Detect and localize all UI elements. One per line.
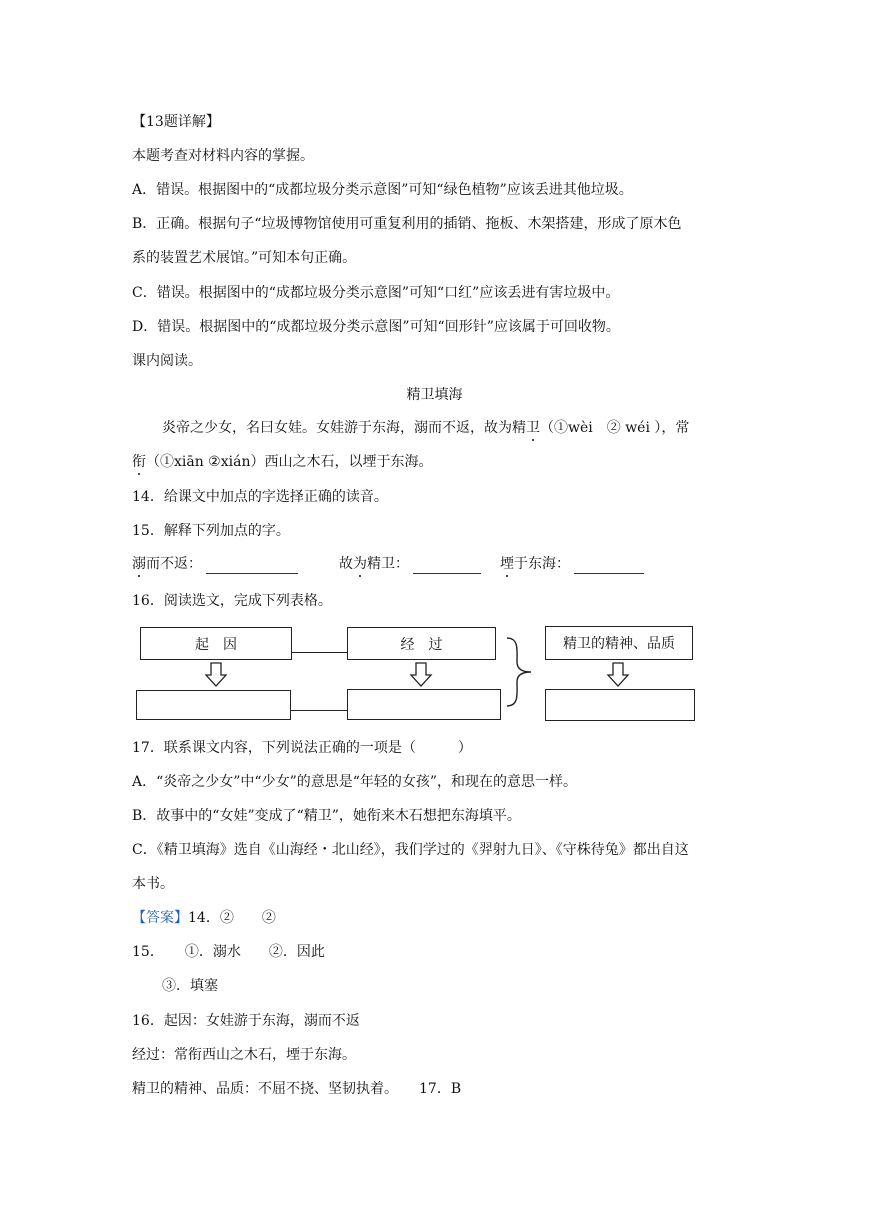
passage-title: 精卫填海 — [406, 387, 463, 403]
answer-blank[interactable] — [206, 559, 298, 574]
answer-tag: 【答案】 — [132, 910, 188, 926]
spirit-box: 精卫的精神、品质 — [545, 626, 693, 660]
q13-option-a: A．错误。根据图中的“成都垃圾分类示意图”可知“绿色植物”应该丢进其他垃圾。 — [132, 182, 633, 198]
answer-line-15a: 15． ①．溺水 ②．因此 — [132, 944, 325, 960]
answer-line-15b: ③．填塞 — [162, 978, 218, 994]
down-arrow-icon — [204, 662, 228, 688]
question-14: 14．给课文中加点的字选择正确的读音。 — [132, 489, 388, 505]
section-title: 课内阅读。 — [132, 353, 202, 369]
q13-intro: 本题考查对材料内容的掌握。 — [132, 148, 314, 164]
question-16: 16．阅读选文，完成下列表格。 — [132, 593, 332, 609]
dotted-char: 卫 — [526, 420, 540, 436]
q17-option-a: A．“炎帝之少女”中“少女”的意思是“年轻的女孩”，和现在的意思一样。 — [132, 774, 578, 790]
cause-box: 起 因 — [140, 627, 292, 660]
process-box: 经 过 — [347, 627, 496, 660]
answer-line-14: 【答案】14．② ② — [132, 910, 276, 926]
passage-line-2: 衔（①xiān ②xián）西山之木石，以堙于东海。 — [132, 454, 433, 470]
connector-line — [292, 652, 347, 653]
q17-option-c-line2: 本书。 — [132, 876, 174, 892]
cause-answer-box[interactable] — [136, 690, 291, 720]
answer-blank[interactable] — [413, 559, 481, 574]
q13-option-c: C．错误。根据图中的“成都垃圾分类示意图”可知“口红”应该丢进有害垃圾中。 — [132, 285, 620, 301]
q17-option-c-line1: C．《精卫填海》选自《山海经・北山经》，我们学过的《羿射九日》、《守株待兔》都出自这 — [132, 842, 689, 858]
q15-item-3: 堙于东海： — [500, 554, 644, 574]
answer-line-16a: 16．起因：女娃游于东海，溺而不返 — [132, 1013, 360, 1029]
connector-line — [291, 710, 347, 711]
down-arrow-icon — [409, 662, 433, 688]
q13-option-b-line2: 系的装置艺术展馆。”可知本句正确。 — [132, 250, 357, 266]
q17-option-b: B．故事中的“女娃”变成了“精卫”，她衔来木石想把东海填平。 — [132, 808, 521, 824]
q13-option-d: D．错误。根据图中的“成都垃圾分类示意图”可知“回形针”应该属于可回收物。 — [132, 319, 620, 335]
down-arrow-icon — [606, 662, 630, 688]
right-brace-icon — [505, 636, 535, 708]
q13-header: 【13题详解】 — [132, 114, 220, 130]
dotted-char: 衔 — [132, 454, 146, 470]
process-answer-box[interactable] — [347, 689, 501, 720]
q13-option-b-line1: B．正确。根据句子“垃圾博物馆使用可重复利用的插销、拖板、木架搭建，形成了原木色 — [132, 216, 682, 232]
answer-line-16c: 精卫的精神、品质：不屈不挠、坚韧执着。 17．B — [132, 1081, 462, 1097]
question-15: 15．解释下列加点的字。 — [132, 523, 290, 539]
q15-item-1: 溺而不返： — [132, 554, 298, 574]
question-17: 17．联系课文内容，下列说法正确的一项是（ ） — [132, 740, 472, 756]
answer-blank[interactable] — [574, 559, 644, 574]
q15-item-2: 故为精卫： — [339, 554, 481, 574]
spirit-answer-box[interactable] — [545, 689, 695, 721]
answer-line-16b: 经过：常衔西山之木石，堙于东海。 — [132, 1047, 356, 1063]
passage-line-1: 炎帝之少女，名曰女娃。女娃游于东海，溺而不返，故为精卫（①wèi ② wéi ），常 — [162, 420, 690, 436]
